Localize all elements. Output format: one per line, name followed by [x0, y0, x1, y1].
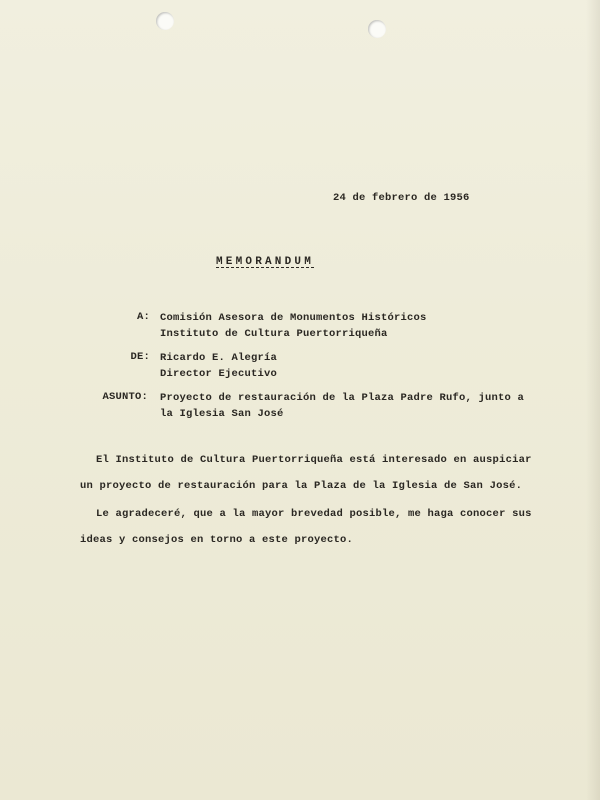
memo-title: MEMORANDUM [216, 256, 315, 268]
subject-line-1: Proyecto de restauración de la Plaza Padre Rufo, junto a [160, 392, 525, 404]
subject-label: ASUNTO: [102, 391, 148, 403]
from-label: DE: [130, 351, 150, 363]
from-line-1: Ricardo E. Alegría [160, 352, 278, 364]
to-label: A: [136, 311, 150, 323]
body-line-3: Le agradeceré, que a la mayor brevedad posible, me haga conocer sus [96, 508, 532, 520]
punch-hole-left [156, 12, 174, 30]
subject-line-2: la Iglesia San José [160, 408, 284, 420]
paper-edge-shadow [586, 0, 600, 800]
body-line-2: un proyecto de restauración para la Plaza de la Iglesia de San José. [80, 480, 523, 492]
to-line-1: Comisión Asesora de Monumentos Históricos [160, 312, 427, 324]
body-line-4: ideas y consejos en torno a este proyecto. [80, 534, 354, 546]
memo-date: 24 de febrero de 1956 [333, 192, 470, 204]
punch-hole-right [368, 20, 386, 38]
to-line-2: Instituto de Cultura Puertorriqueña [160, 328, 388, 340]
body-line-1: El Instituto de Cultura Puertorriqueña está interesado en auspiciar [96, 454, 532, 466]
from-line-2: Director Ejecutivo [160, 368, 278, 380]
